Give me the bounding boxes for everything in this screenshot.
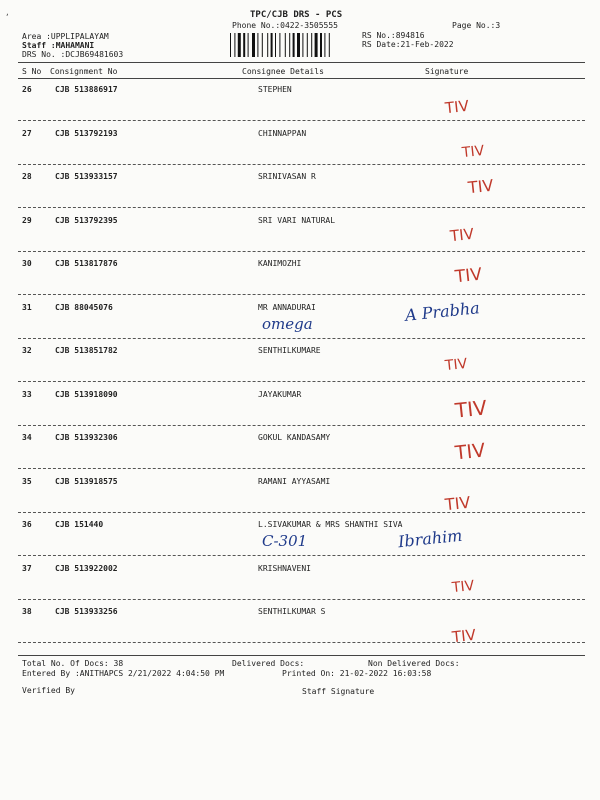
column-header-consignment: Consignment No <box>50 67 118 76</box>
row-consignee-name: STEPHEN <box>258 85 292 94</box>
row-consignment-number: CJB 513918575 <box>55 476 118 486</box>
row-consignee-name: SENTHILKUMARE <box>258 346 321 355</box>
row-consignee-name: RAMANI AYYASAMI <box>258 476 331 486</box>
column-header-divider <box>18 78 585 79</box>
barcode-bar <box>297 33 300 57</box>
row-consignee-name: JAYAKUMAR <box>258 389 302 399</box>
barcode-bar <box>311 33 312 57</box>
barcode-bar <box>275 33 276 57</box>
row-divider <box>18 381 585 382</box>
row-serial-number: 38 <box>22 607 32 616</box>
row-divider <box>18 512 585 513</box>
row-signature: TIV <box>453 394 488 423</box>
table-row <box>0 124 600 167</box>
barcode <box>229 33 355 57</box>
row-signature: TIV <box>467 175 495 198</box>
row-divider <box>18 164 585 165</box>
row-divider <box>18 338 585 339</box>
table-row <box>0 341 600 384</box>
row-serial-number: 34 <box>22 433 32 442</box>
staff-signature: Staff Signature <box>302 687 375 696</box>
row-signature: TIV <box>449 224 475 245</box>
column-header-sno: S No <box>22 67 42 76</box>
row-consignee-name: SENTHILKUMAR S <box>258 607 326 616</box>
barcode-bar <box>285 33 286 57</box>
total-docs: Total No. Of Docs: 38 <box>22 659 124 668</box>
row-serial-number: 37 <box>22 563 32 573</box>
barcode-bar <box>230 33 231 57</box>
barcode-bar <box>248 33 249 57</box>
row-consignment-number: CJB 513792395 <box>55 215 118 225</box>
row-consignment-number: CJB 513933157 <box>55 172 118 181</box>
barcode-bar <box>320 33 322 57</box>
table-row <box>0 298 600 341</box>
row-divider <box>18 642 585 643</box>
staff-label: Staff :MAHAMANI <box>22 41 95 50</box>
non-delivered-docs: Non Delivered Docs: <box>368 659 460 668</box>
row-serial-number: 28 <box>22 172 32 181</box>
barcode-bar <box>271 33 273 57</box>
row-consignment-number: CJB 151440 <box>55 520 104 529</box>
row-consignment-number: CJB 513886917 <box>55 85 118 94</box>
row-divider <box>18 425 585 426</box>
row-divider <box>18 120 585 121</box>
row-consignment-number: CJB 513922002 <box>55 563 118 573</box>
row-signature: A Prabha <box>404 297 481 325</box>
row-consignee-name: KRISHNAVENI <box>258 563 311 573</box>
row-serial-number: 29 <box>22 215 32 225</box>
corner-mark: , <box>5 8 10 17</box>
row-divider <box>18 555 585 556</box>
drs-number: DRS No. :DCJB69481603 <box>22 50 124 59</box>
row-handwritten-note: C-301 <box>262 532 308 550</box>
row-consignee-name: KANIMOZHI <box>258 259 302 268</box>
row-consignee-name: SRINIVASAN R <box>258 172 316 181</box>
area-label: Area :UPPLIPALAYAM <box>22 32 109 41</box>
delivered-docs: Delivered Docs: <box>232 659 305 668</box>
row-consignment-number: CJB 513851782 <box>55 346 118 355</box>
table-row <box>0 559 600 602</box>
row-divider <box>18 468 585 469</box>
row-divider <box>18 251 585 252</box>
row-consignee-name: MR ANNADURAI <box>258 302 316 312</box>
row-consignment-number: CJB 513792193 <box>55 128 118 138</box>
barcode-bar <box>252 33 255 57</box>
table-row <box>0 515 600 558</box>
table-row <box>0 385 600 428</box>
rs-date: RS Date:21-Feb-2022 <box>362 40 454 49</box>
barcode-bar <box>307 33 308 57</box>
row-serial-number: 35 <box>22 476 32 486</box>
printed-on: Printed On: 21-02-2022 16:03:58 <box>282 669 432 678</box>
barcode-bar <box>262 33 263 57</box>
row-consignment-number: CJB 513918090 <box>55 389 118 399</box>
entered-by: Entered By :ANITHAPCS 2/21/2022 4:04:50 PM <box>22 669 225 678</box>
row-serial-number: 33 <box>22 389 32 399</box>
row-divider <box>18 294 585 295</box>
table-row <box>0 602 600 645</box>
row-serial-number: 32 <box>22 346 32 355</box>
barcode-bar <box>279 33 280 57</box>
row-consignment-number: CJB 513932306 <box>55 433 118 442</box>
barcode-bar <box>329 33 330 57</box>
row-signature: TIV <box>444 492 472 514</box>
barcode-bar <box>234 33 235 57</box>
row-serial-number: 30 <box>22 259 32 268</box>
rs-number: RS No.:894816 <box>362 31 425 40</box>
row-signature: TIV <box>461 142 486 161</box>
table-row <box>0 254 600 297</box>
verified-by: Verified By <box>22 686 75 695</box>
row-serial-number: 27 <box>22 128 32 138</box>
row-signature: TIV <box>454 264 484 288</box>
document-title: TPC/CJB DRS - PCS <box>250 10 343 20</box>
table-row <box>0 167 600 210</box>
barcode-bar <box>315 33 318 57</box>
row-consignee-name: SRI VARI NATURAL <box>258 215 336 225</box>
table-row <box>0 472 600 515</box>
column-header-consignee: Consignee Details <box>242 67 324 76</box>
table-row <box>0 80 600 123</box>
row-consignment-number: CJB 513817876 <box>55 259 118 268</box>
row-serial-number: 31 <box>22 302 32 312</box>
barcode-bar <box>243 33 245 57</box>
row-serial-number: 26 <box>22 85 32 94</box>
barcode-bar <box>267 33 268 57</box>
row-handwritten-note: omega <box>262 314 313 333</box>
header-divider <box>18 62 585 63</box>
table-row <box>0 211 600 254</box>
barcode-bar <box>302 33 303 57</box>
barcode-bar <box>257 33 258 57</box>
row-divider <box>18 207 585 208</box>
barcode-bar <box>293 33 295 57</box>
row-consignee-name: L.SIVAKUMAR & MRS SHANTHI SIVA <box>258 520 403 529</box>
page-number: Page No.:3 <box>452 21 501 30</box>
row-signature: TIV <box>451 577 476 596</box>
row-consignment-number: CJB 88045076 <box>55 302 113 312</box>
barcode-bar <box>238 33 241 57</box>
row-signature: Ibrahim <box>397 525 464 552</box>
barcode-bar <box>289 33 290 57</box>
barcode-bar <box>324 33 325 57</box>
row-signature: TIV <box>444 355 469 375</box>
row-signature: TIV <box>444 96 470 118</box>
row-consignment-number: CJB 513933256 <box>55 607 118 616</box>
row-consignee-name: GOKUL KANDASAMY <box>258 433 331 442</box>
table-row <box>0 428 600 471</box>
row-signature: TIV <box>453 439 487 465</box>
row-signature: TIV <box>451 625 477 647</box>
footer-divider <box>18 655 585 656</box>
row-divider <box>18 599 585 600</box>
row-serial-number: 36 <box>22 520 32 529</box>
phone-number: Phone No.:0422-3505555 <box>232 21 338 30</box>
row-consignee-name: CHINNAPPAN <box>258 128 307 138</box>
column-header-signature: Signature <box>425 67 469 76</box>
